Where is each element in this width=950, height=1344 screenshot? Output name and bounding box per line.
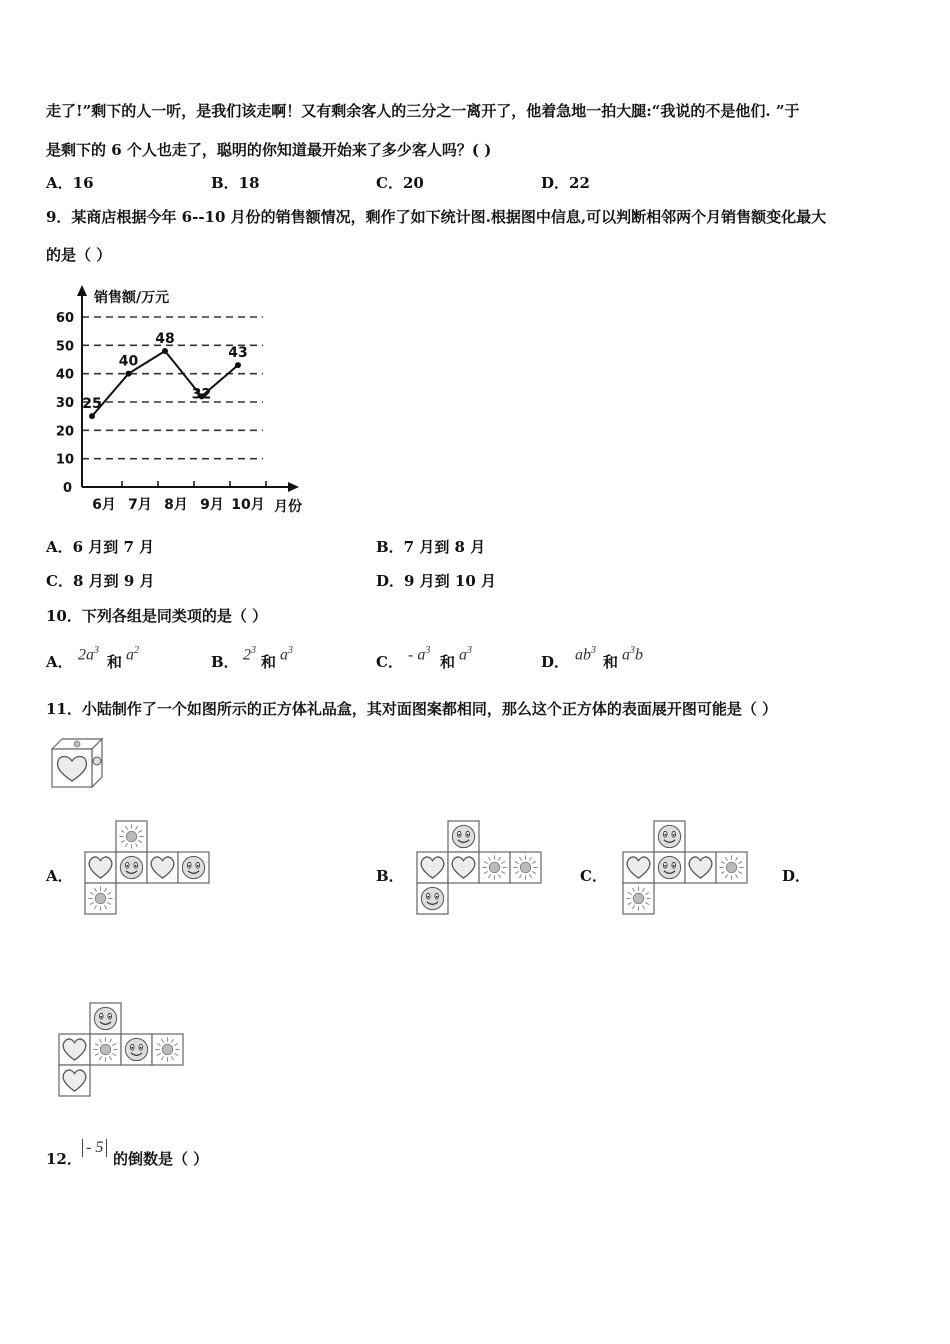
q11-option-d-letter: D． [782, 867, 811, 885]
series-line [92, 351, 238, 416]
cube-net-option-d [58, 1002, 188, 1098]
q10-c-right-exp: 3 [467, 645, 472, 656]
q10-option-a-right [126, 645, 139, 664]
q11-stem: 11．小陆制作了一个如图所示的正方体礼品盒，其对面图案都相同，那么这个正方体的表面展开图可能是（ ） [46, 700, 778, 718]
q10-option-d-letter: D． [541, 653, 570, 671]
y-tick-label: 30 [55, 396, 74, 411]
q10-option-c-letter: C． [376, 653, 403, 671]
q10-a-right: a [126, 646, 134, 664]
data-label: 48 [155, 331, 175, 347]
x-tick-label: 7月 [128, 497, 152, 513]
q8-option-d: D．22 [541, 174, 590, 192]
x-tick-label: 8月 [164, 497, 188, 513]
q11-option-a-letter: A． [46, 867, 73, 885]
q8-line1: 走了!”剩下的人一听，是我们该走啊！又有剩余客人的三分之一离开了，他着急地一拍大腿:“我说的不是他们. ”于 [46, 102, 800, 120]
q8-line2: 是剩下的 6 个人也走了，聪明的你知道最开始来了多少客人吗？( ) [46, 141, 492, 159]
y-tick-label: 10 [55, 452, 74, 468]
q10-d-right: a [622, 646, 630, 664]
y-axis-title: 销售额/万元 [94, 290, 170, 306]
smiley-face-icon [94, 1007, 116, 1029]
q10-b-right-exp: 3 [288, 645, 293, 656]
q10-a-left: 2a [78, 646, 94, 664]
q9-option-c: C．8 月到 9 月 [46, 572, 155, 590]
q10-c-left-exp: 3 [425, 645, 431, 656]
y-tick-label: 0 [62, 481, 72, 496]
q10-option-b-letter: B． [211, 653, 239, 671]
q8-option-a: A．16 [46, 174, 94, 192]
q10-b-left-exp: 3 [251, 645, 256, 656]
data-point [162, 348, 168, 354]
x-axis-title: 月份 [274, 499, 302, 515]
x-tick-label: 10月 [231, 497, 265, 513]
data-point [235, 362, 241, 368]
q10-option-d-and: 和 [603, 653, 619, 671]
q10-option-d-expr [575, 645, 596, 664]
y-tick-label: 40 [55, 367, 74, 383]
q10-a-left-exp: 3 [94, 645, 99, 656]
q10-d-right-tail: b [635, 646, 643, 664]
q10-option-c-and: 和 [440, 653, 456, 671]
q9-line2: 的是（ ） [46, 246, 112, 264]
q10-c-right: a [459, 646, 467, 664]
smiley-face-icon [421, 887, 443, 909]
sales-line-chart [48, 282, 358, 522]
q10-option-b-and: 和 [261, 653, 277, 671]
q10-b-right: a [280, 646, 288, 664]
data-label: 43 [228, 345, 248, 362]
q9-option-d: D．9 月到 10 月 [376, 572, 496, 590]
q10-option-c-right [459, 645, 472, 664]
q10-option-b-right [280, 645, 293, 664]
x-tick-label: 6月 [92, 497, 116, 513]
y-tick-label: 60 [55, 311, 74, 326]
x-tick-label: 9月 [200, 497, 224, 513]
x-axis-arrow-icon [288, 482, 299, 492]
q8-option-b: B．18 [211, 174, 260, 192]
q9-option-a: A．6 月到 7 月 [46, 538, 155, 556]
q10-d-right-exp: 3 [630, 645, 635, 656]
q10-option-a-letter: A． [46, 653, 73, 671]
y-axis-arrow-icon [77, 285, 87, 296]
q12-abs-value: - 5 [82, 1139, 107, 1157]
gift-box-cube-figure [50, 737, 110, 791]
q12-text: 的倒数是（ ） [113, 1150, 209, 1168]
sun-icon [74, 741, 80, 747]
data-point [126, 371, 132, 377]
cube-net-option-b [416, 820, 546, 916]
q10-option-d-right [622, 645, 643, 664]
q9-line1: 9．某商店根据今年 6--10 月份的销售额情况，剩作了如下统计图.根据图中信息,可以判断相邻两个月销售额变化最大 [46, 208, 827, 226]
y-tick-label: 20 [55, 424, 74, 440]
q10-b-left: 2 [243, 646, 251, 664]
q11-option-c-letter: C． [580, 867, 607, 885]
smiley-face-icon [120, 856, 142, 878]
smiley-face-icon [658, 825, 680, 847]
q10-d-left: ab [575, 646, 591, 664]
smiley-face-icon [182, 856, 204, 878]
cube-net-option-c [622, 820, 752, 916]
data-label: 32 [191, 386, 212, 403]
q9-option-b: B．7 月到 8 月 [376, 538, 486, 556]
q8-option-c: C．20 [376, 174, 424, 192]
smiley-face-icon [452, 825, 474, 847]
data-label: 40 [118, 353, 139, 370]
q10-option-a-expr [78, 645, 99, 664]
q11-option-b-letter: B． [376, 867, 404, 885]
smiley-face-icon [93, 757, 101, 765]
data-point [89, 413, 95, 419]
q10-stem: 10．下列各组是同类项的是（ ） [46, 607, 268, 625]
q10-d-left-exp: 3 [591, 645, 596, 656]
q10-option-c-expr [408, 645, 430, 664]
q10-option-b-expr [243, 645, 256, 664]
cube-net-option-a [84, 820, 216, 916]
smiley-face-icon [658, 856, 680, 878]
q10-option-a-and: 和 [107, 653, 123, 671]
q12-number: 12． [46, 1150, 82, 1168]
data-label: 25 [82, 396, 102, 413]
q10-a-right-exp: 2 [134, 645, 139, 656]
y-tick-label: 50 [55, 339, 74, 355]
q10-c-left: - a [408, 646, 426, 664]
smiley-face-icon [125, 1038, 147, 1060]
